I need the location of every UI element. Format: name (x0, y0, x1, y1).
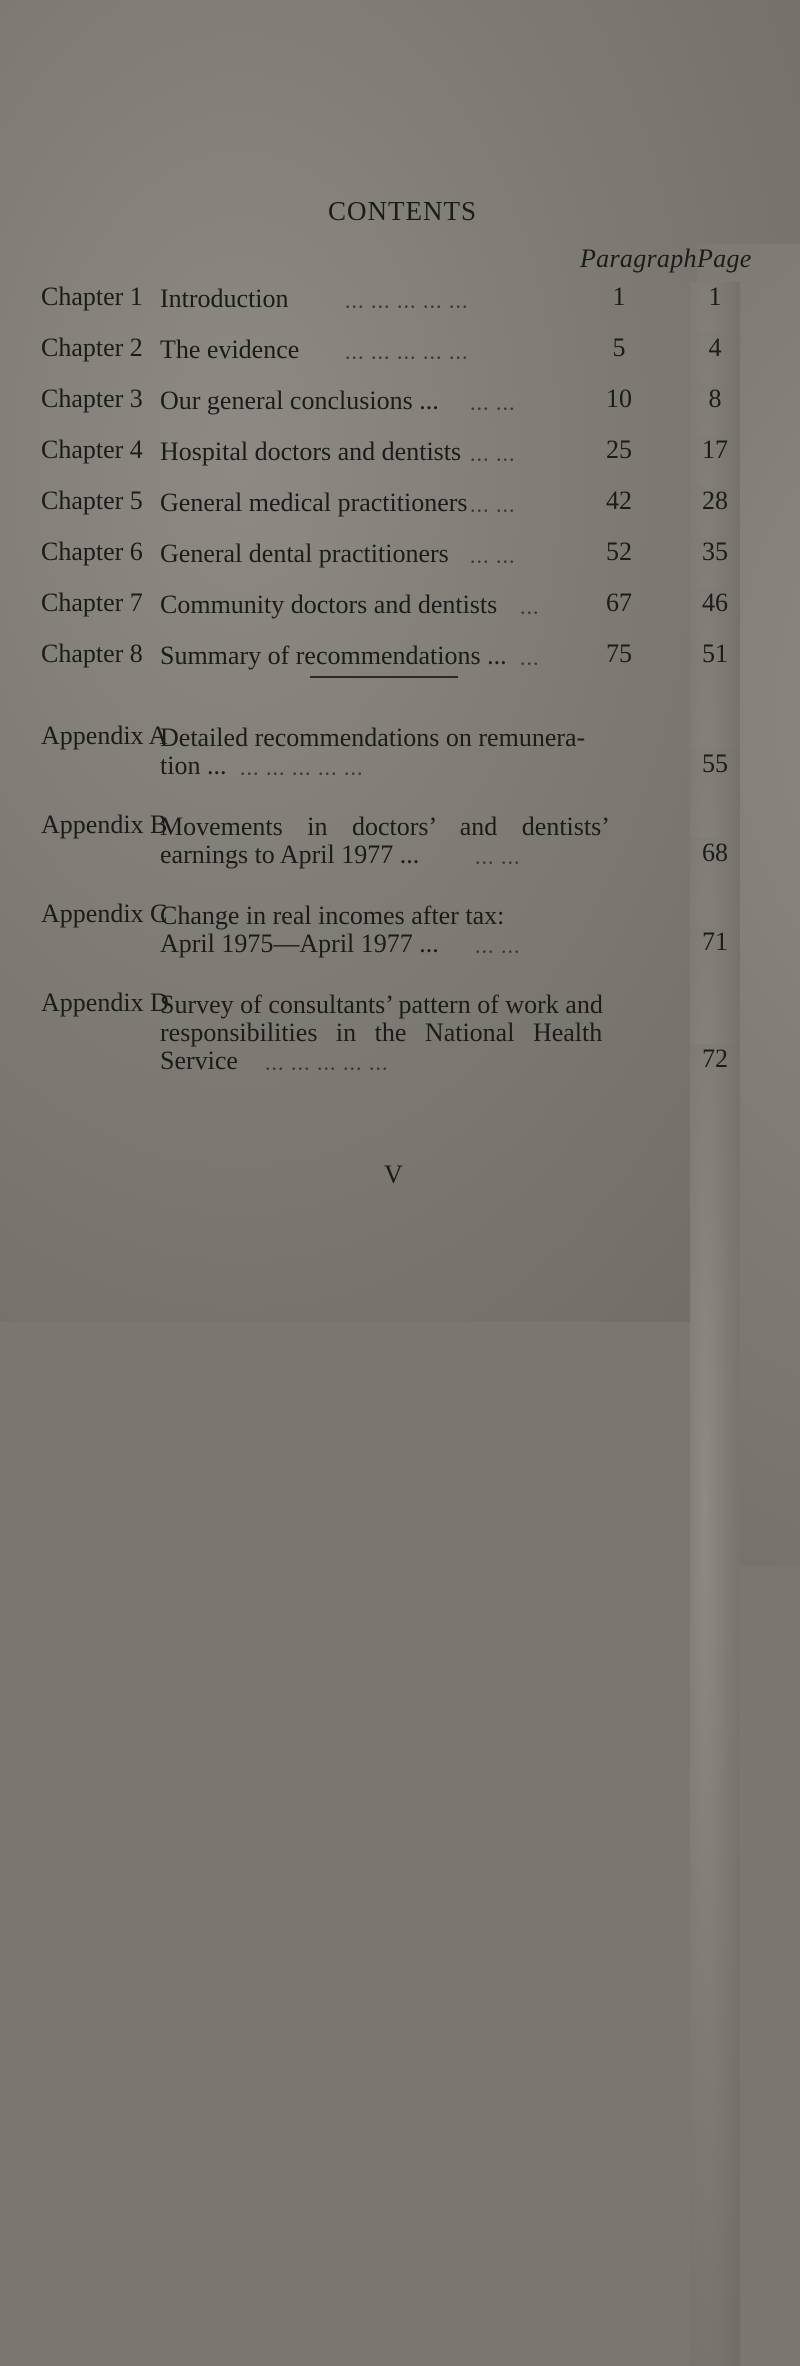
page-number: 51 (690, 639, 740, 1961)
paragraph-number: 25 (606, 435, 632, 464)
chapter-title: General dental practitioners (160, 539, 449, 568)
chapter-title: The evidence (160, 335, 300, 364)
dot-leader: ... ... ... ... ... (345, 288, 469, 313)
paragraph-number: 42 (606, 486, 632, 515)
appendix-title-line-1: Change in real incomes after tax: (160, 901, 505, 930)
paragraph-number: 52 (606, 537, 632, 566)
chapter-title: Summary of recommendations ... (160, 641, 507, 670)
appendix-title-line-1: Movements in doctors’ and dentists’ (160, 812, 610, 841)
appendix-label: Appendix A (41, 721, 168, 750)
appendix-title-line-2: responsibilities in the National Health (160, 1018, 603, 1047)
page-number: 1 (690, 282, 740, 1604)
appendix-label: Appendix D (41, 988, 169, 1017)
paragraph-number: 75 (606, 639, 632, 668)
chapter-label: Chapter 2 (41, 333, 143, 362)
dot-leader: ... ... (475, 933, 521, 958)
page-number: 17 (690, 435, 740, 1757)
dot-leader: ... ... (470, 441, 516, 466)
page-number: 71 (690, 927, 740, 2249)
page-number: 28 (690, 486, 740, 1808)
page-number: 46 (690, 588, 740, 1910)
page-folio: V (384, 1160, 403, 1189)
dot-leader: ... (520, 594, 540, 619)
chapter-title: Community doctors and dentists (160, 590, 498, 619)
dot-leader: ... ... (475, 844, 521, 869)
dot-leader: ... ... ... ... ... (240, 755, 364, 780)
section-divider (310, 676, 458, 678)
chapter-title: General medical practitioners (160, 488, 468, 517)
appendix-title-line-2: April 1975—April 1977 ... (160, 929, 439, 958)
dot-leader: ... ... (470, 390, 516, 415)
chapter-label: Chapter 1 (41, 282, 143, 311)
appendix-title-line-2: tion ... (160, 751, 227, 780)
dot-leader: ... ... ... ... ... (345, 339, 469, 364)
dot-leader: ... ... (470, 492, 516, 517)
appendix-label: Appendix C (41, 899, 168, 928)
page-number: 4 (690, 333, 740, 1655)
appendix-title-line-3: Service (160, 1046, 238, 1075)
appendix-title-line-1: Survey of consultants’ pattern of work and (160, 990, 603, 1019)
chapter-label: Chapter 3 (41, 384, 143, 413)
page-number: 68 (690, 838, 740, 2160)
chapter-label: Chapter 6 (41, 537, 143, 566)
paragraph-number: 1 (612, 282, 626, 311)
chapter-label: Chapter 4 (41, 435, 143, 464)
dot-leader: ... (520, 645, 540, 670)
page-number: 55 (690, 749, 740, 2071)
page-number: 72 (690, 1044, 740, 2366)
page-column-header: Page (697, 244, 800, 1566)
contents-title: CONTENTS (328, 196, 477, 226)
appendix-label: Appendix B (41, 810, 168, 839)
chapter-title: Our general conclusions ... (160, 386, 439, 415)
appendix-title-line-2: earnings to April 1977 ... (160, 840, 420, 869)
chapter-title: Hospital doctors and dentists (160, 437, 462, 466)
dot-leader: ... ... ... ... ... (265, 1050, 389, 1075)
paragraph-number: 67 (606, 588, 632, 617)
page-number: 8 (690, 384, 740, 1706)
page-number: 35 (690, 537, 740, 1859)
paragraph-number: 10 (606, 384, 632, 413)
chapter-title: Introduction (160, 284, 289, 313)
paragraph-column-header: Paragraph (580, 244, 697, 273)
chapter-label: Chapter 5 (41, 486, 143, 515)
appendix-title-line-1: Detailed recommendations on remunera- (160, 723, 586, 752)
paragraph-number: 5 (612, 333, 626, 362)
chapter-label: Chapter 7 (41, 588, 143, 617)
chapter-label: Chapter 8 (41, 639, 143, 668)
dot-leader: ... ... (470, 543, 516, 568)
